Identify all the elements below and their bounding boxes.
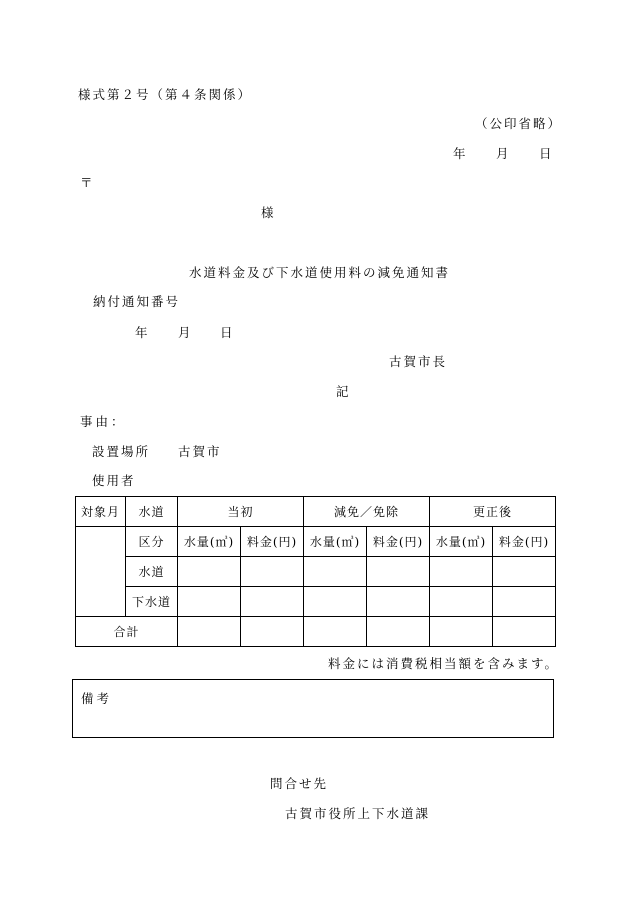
addressee-suffix: 様 [261,205,274,220]
water-header: 水道 [126,497,178,527]
table-cell [178,617,241,647]
contact-value: 古賀市役所上下水道課 [285,806,431,821]
remarks-label: 備考 [81,691,113,706]
date2-year-label: 年 [135,325,148,340]
table-cell [430,617,493,647]
notice-number-label: 納付通知番号 [93,294,181,309]
table-cell [367,557,430,587]
issuer: 古賀市長 [389,354,448,369]
row-water-label: 水道 [126,557,178,587]
table-cell [304,557,367,587]
user-label: 使用者 [92,473,136,488]
table-cell [178,587,241,617]
reason-label: 事由： [80,414,127,429]
location-label: 設置場所 [92,444,151,459]
table-cell [241,617,304,647]
document-title: 水道料金及び下水道使用料の減免通知書 [189,265,451,280]
date-month-label: 月 [496,146,509,161]
date-day-label: 日 [539,146,552,161]
original-fee-header: 料金(円) [241,527,304,557]
category-header: 区分 [126,527,178,557]
original-volume-header: 水量(㎥) [178,527,241,557]
date2-month-label: 月 [178,325,191,340]
revised-volume-header: 水量(㎥) [430,527,493,557]
table-cell [304,617,367,647]
date-year-label: 年 [453,146,466,161]
table-cell [430,557,493,587]
table-cell [493,587,556,617]
table-cell [493,557,556,587]
contact-label: 問合せ先 [270,776,329,791]
target-month-header: 対象月 [76,497,126,527]
table-cell [304,587,367,617]
reduction-fee-header: 料金(円) [367,527,430,557]
table-cell [241,587,304,617]
original-header: 当初 [178,497,304,527]
tax-note: 料金には消費税相当額を含みます。 [328,656,560,671]
table-cell [178,557,241,587]
table-cell [367,617,430,647]
revised-header: 更正後 [430,497,556,527]
postal-mark: 〒 [80,175,93,190]
remarks-box [72,679,554,738]
location-value: 古賀市 [178,444,222,459]
fee-table [75,496,556,647]
reduction-header: 減免／免除 [304,497,430,527]
date2-day-label: 日 [220,325,233,340]
target-month-cell [76,527,126,617]
revised-fee-header: 料金(円) [493,527,556,557]
table-cell [493,617,556,647]
table-cell [241,557,304,587]
table-cell [430,587,493,617]
table-cell [367,587,430,617]
ki-label: 記 [336,384,349,399]
seal-omitted-note: （公印省略） [475,116,563,131]
row-sewer-label: 下水道 [126,587,178,617]
reduction-volume-header: 水量(㎥) [304,527,367,557]
form-number: 様式第２号（第４条関係） [78,87,253,102]
row-total-label: 合計 [76,617,178,647]
